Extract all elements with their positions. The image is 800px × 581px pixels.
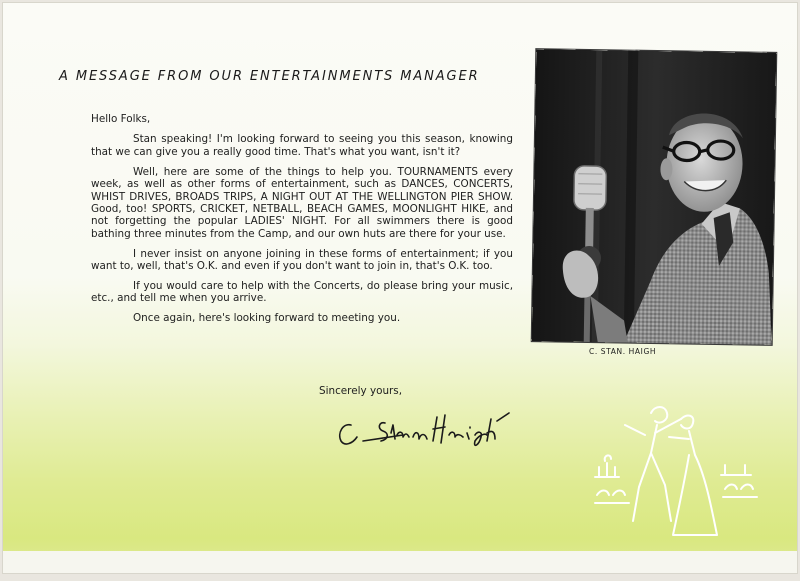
letter-paragraph: I never insist on anyone joining in these forms of entertainment; if you want to, well, that's O.K. and even if you don't want to join in, that's O.K. too. bbox=[91, 247, 513, 273]
photo-caption: C. STAN. HAIGH bbox=[589, 347, 657, 356]
letter-once-again: Once again, here's looking forward to meeting you. bbox=[133, 312, 401, 325]
page-bottom-edge bbox=[3, 551, 797, 573]
letter-paragraph: Well, here are some of the things to help you. TOURNAMENTS every week, as well as other forms of entertainment, such as DANCES, CONCERTS, WHIST DRIVES, BROADS TRIPS, A NIGHT OUT AT THE WELLINGTON PIER SHOW. Good, too! SPORTS, CRICKET, NETBALL, BEACH GAMES, MOONLIGHT HIKE, and not forgetting the popular LADIES' NIGHT. For all swimmers there is good bathing three minutes from the Camp, and our own huts are there for your use. bbox=[91, 165, 513, 240]
portrait-photo bbox=[532, 49, 777, 345]
letter-paragraph: If you would care to help with the Concerts, do please bring your music, etc., and tell me when you arrive. bbox=[91, 279, 513, 305]
page-heading: A MESSAGE FROM OUR ENTERTAINMENTS MANAGER bbox=[59, 69, 480, 84]
dancing-couple-illustration bbox=[585, 395, 763, 545]
letter-paragraph: Stan speaking! I'm looking forward to seeing you this season, knowing that we can give you a really good time. That's what you want, isn't it? bbox=[91, 133, 513, 158]
letter-greeting: Hello Folks, bbox=[91, 113, 151, 125]
brochure-page bbox=[2, 2, 798, 574]
letter-body bbox=[91, 113, 513, 332]
handwritten-signature bbox=[333, 405, 511, 451]
letter-closing: Sincerely yours, bbox=[319, 385, 403, 397]
